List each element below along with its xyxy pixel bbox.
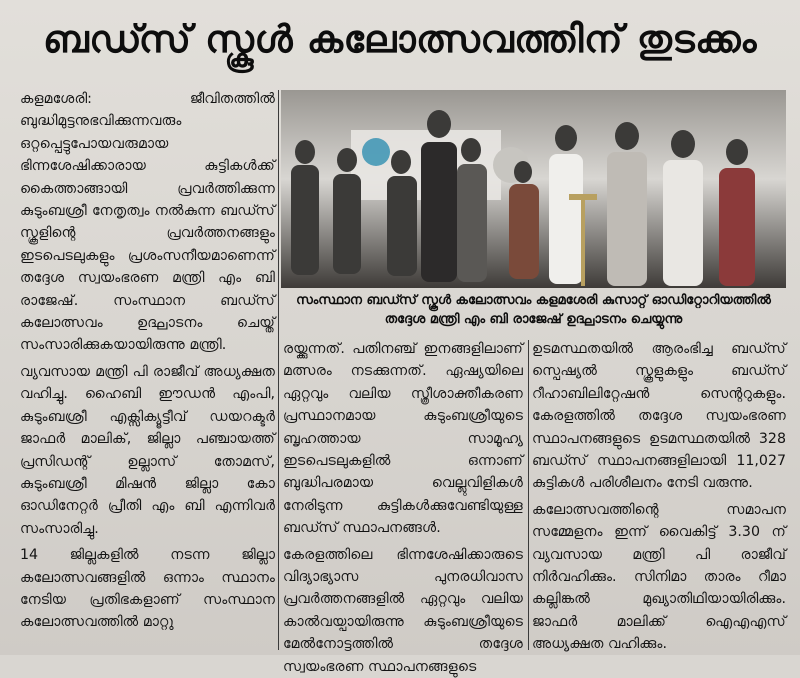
paragraph: കേരളത്തിലെ ഭിന്നശേഷിക്കാരുടെ വിദ്യാഭ്യാസ പുനരധിവാസ പ്രവർത്തനങ്ങളിൽ ഏറ്റവും വലിയ കാൽവയ്പായിരുന്നു കുടുംബശ്രീയുടെ മേൽനോട്ടത്തിൽ തദ്ദേശ സ്വയംഭരണ സ്ഥാപനങ്ങളുടെ <box>283 546 523 675</box>
article-column-1 <box>20 88 275 653</box>
column-divider <box>528 340 529 650</box>
paragraph: 14 ജില്ലകളിൽ നടന്ന ജില്ലാ കലോത്സവങ്ങളിൽ ഒന്നാം സ്ഥാനം നേടിയ പ്രതിഭകളാണ് സംസ്ഥാന കലോത്സവത്തിൽ മാറ്റു <box>20 547 275 631</box>
photo-illustration <box>281 90 786 288</box>
news-photo <box>281 90 786 288</box>
paragraph: കളമശേരി: ജീവിതത്തിൽ ബുദ്ധിമുട്ടനുഭവിക്കുന്നവരും ഒറ്റപ്പെട്ടുപോയവരുമായ ഭിന്നശേഷിക്കാരായ കുട്ടികൾക്ക് കൈത്താങ്ങായി പ്രവർത്തിക്കുന്ന കുടുംബശ്രീ നേതൃത്വം നൽകുന്ന ബഡ്സ് സ്കൂളിന്റെ പ്രവർത്തനങ്ങളും ഇടപെടലുകളും പ്രശംസനീയമാണെന്ന് തദ്ദേശ സ്വയംഭരണ മന്ത്രി എം ബി രാജേഷ്. സംസ്ഥാന ബഡ്സ് കലോത്സവം ഉദ്ഘാടനം ചെയ്ത് സംസാരിക്കുകയായിരുന്നു മന്ത്രി. <box>20 91 275 354</box>
paragraph: കലോത്സവത്തിന്റെ സമാപന സമ്മേളനം ഇന്ന് വൈകിട്ട് 3.30 ന് വ്യവസായ മന്ത്രി പി രാജീവ് നിർവഹിക്കും. സിനിമാ താരം റീമാ കല്ലിങ്കൽ മുഖ്യാതിഥിയായിരിക്കും. ജാഫർ മാലിക്ക് ഐഎഎസ് അധ്യക്ഷത വഹിക്കും. <box>532 501 786 653</box>
article-column-3 <box>532 338 786 655</box>
headline: ബഡ്സ് സ്കൂൾ കലോത്സവത്തിന് തുടക്കം <box>43 16 757 61</box>
paragraph: ഉടമസ്ഥതയിൽ ആരംഭിച്ച ബഡ്സ് സ്പെഷ്യൽ സ്കൂളുകളും ബഡ്സ് റീഹാബിലിറ്റേഷൻ സെന്ററുകളും. കേരളത്തിൽ തദ്ദേശ സ്വയംഭരണ സ്ഥാപനങ്ങളുടെ ഉടമസ്ഥതയിൽ 328 ബഡ്സ് സ്ഥാപനങ്ങളിലായി 11,027 കുട്ടികൾ പരിശീലനം നേടി വരുന്നു. <box>532 341 786 492</box>
photo-caption: സംസ്ഥാന ബഡ്സ് സ്കൂൾ കലോത്സവം കളമശേരി കുസാറ്റ് ഓഡിറ്റോറിയത്തിൽ തദ്ദേശ മന്ത്രി എം ബി രാജേഷ് ഉദ്ഘാടനം ചെയ്യുന്നു <box>296 293 771 327</box>
article-column-2 <box>283 338 523 675</box>
column-divider <box>278 90 279 650</box>
paragraph: രയ്ക്കുന്നത്. പതിനഞ്ച് ഇനങ്ങളിലാണ് മത്സരം നടക്കുന്നത്. ഏഷ്യയിലെ ഏറ്റവും വലിയ സ്ത്രീശാക്തീകരണ പ്രസ്ഥാനമായ കുടുംബശ്രീയുടെ ബൃഹത്തായ സാമൂഹ്യ ഇടപെടലുകളിൽ ഒന്നാണ് ബുദ്ധിപരമായ വെല്ലുവിളികൾ നേരിടുന്ന കുട്ടികൾക്കുവേണ്ടിയുള്ള ബഡ്സ് സ്ഥാപനങ്ങൾ. <box>283 341 523 537</box>
paragraph: വ്യവസായ മന്ത്രി പി രാജീവ് അധ്യക്ഷത വഹിച്ചു. ഹൈബി ഈഡൻ എംപി, കുടുംബശ്രീ എക്സിക്യൂട്ടീവ് ഡയറക്ടർ ജാഫർ മാലിക്, ജില്ലാ പഞ്ചായത്ത് പ്രസിഡന്റ് ഉല്ലാസ് തോമസ്, കുടുംബശ്രീ മിഷൻ ജില്ലാ കോ ഓഡിനേറ്റർ പ്രീതി എം ബി എന്നിവർ സംസാരിച്ചു. <box>20 363 275 537</box>
